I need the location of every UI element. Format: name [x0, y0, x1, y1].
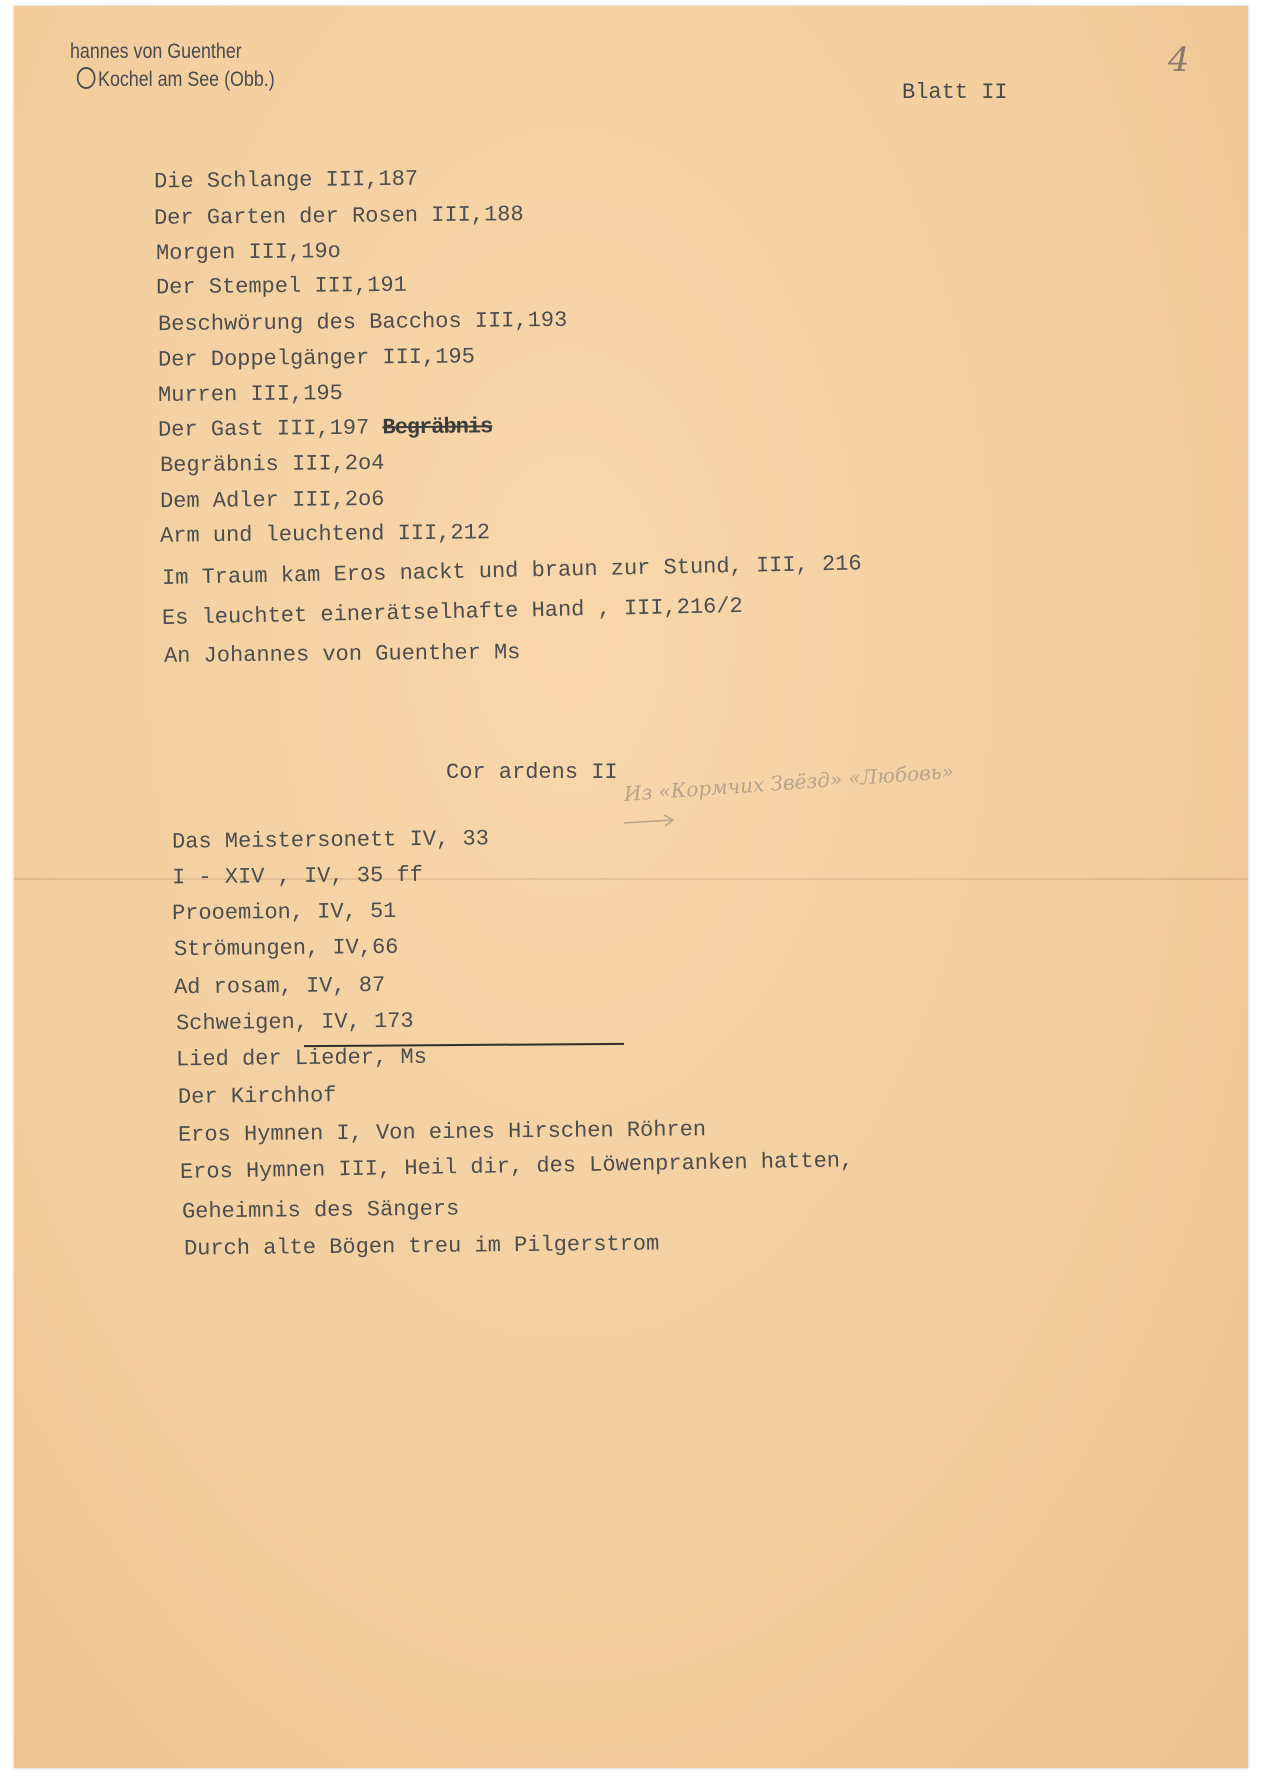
list-item: Begräbnis III,2o4: [159, 450, 385, 479]
list-item-text: Der Gast III,197: [157, 415, 370, 443]
list-item: Lied der Lieder, Ms: [175, 1044, 427, 1073]
pencil-annotation: Из «Кормчих Звёзд» «Любовь»: [623, 758, 955, 806]
list-item: Geheimnis des Sängers: [181, 1196, 460, 1225]
stamp-line-address: [70, 66, 275, 94]
stamp-address-text: Kochel am See (Obb.): [98, 68, 275, 91]
list-item: Der Doppelgänger III,195: [157, 344, 475, 373]
list-item: I - XIV , IV, 35 ff: [171, 862, 423, 891]
handwritten-page-number: 4: [1168, 40, 1190, 80]
list-item: Der Stempel III,191: [155, 272, 407, 301]
list-item: Eros Hymnen III, Heil dir, des Löwenpranken hatten,: [179, 1148, 854, 1185]
list-item: Arm und leuchtend III,212: [159, 520, 491, 549]
list-item: Ad rosam, IV, 87: [173, 972, 386, 1001]
stamp-circle-icon: [77, 67, 96, 89]
list-item: Das Meistersonett IV, 33: [171, 826, 489, 855]
list-item: Prooemion, IV, 51: [171, 898, 397, 927]
list-item: Der Garten der Rosen III,188: [153, 202, 524, 231]
pencil-arrow-icon: [622, 814, 678, 828]
list-item: Schweigen, IV, 173: [175, 1008, 414, 1037]
list-item: Dem Adler III,2o6: [159, 486, 385, 515]
list-item: Eros Hymnen I, Von eines Hirschen Röhren: [177, 1117, 707, 1148]
list-item: Es leuchtet einerätselhafte Hand , III,216/2: [161, 593, 744, 631]
archival-typescript-sheet: [14, 6, 1248, 1768]
list-item: Der Kirchhof: [177, 1083, 337, 1110]
list-item: Beschwörung des Bacchos III,193: [157, 307, 568, 338]
list-item-with-struck-word: [158, 414, 493, 442]
list-item: Im Traum kam Eros nackt und braun zur Stund, III, 216: [161, 551, 862, 591]
sheet-title: Blatt II: [902, 80, 1008, 105]
list-item: Morgen III,19o: [155, 239, 341, 266]
stamp-line-name: hannes von Guenther: [70, 40, 242, 63]
section-heading: Cor ardens II: [446, 760, 618, 785]
list-item: Die Schlange III,187: [153, 166, 419, 195]
list-item: An Johannes von Guenther Ms: [163, 640, 521, 669]
sender-stamp: [70, 38, 275, 94]
list-item: Murren III,195: [157, 381, 343, 408]
struck-out-word: Begräbnis: [382, 414, 493, 441]
list-item: Strömungen, IV,66: [173, 934, 399, 963]
list-item: Durch alte Bögen treu im Pilgerstrom: [183, 1231, 660, 1262]
